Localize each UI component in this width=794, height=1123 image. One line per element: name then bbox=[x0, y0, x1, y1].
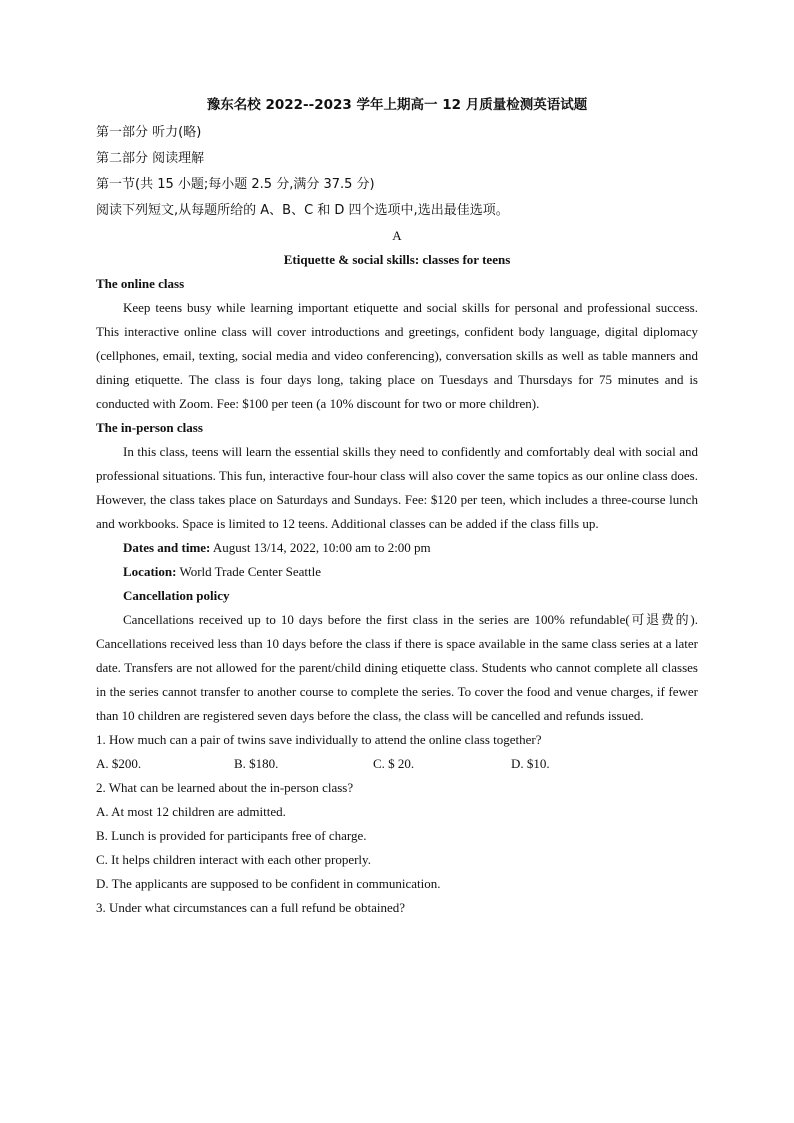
question-2-option-c: C. It helps children interact with each other properly. bbox=[96, 852, 371, 867]
question-1-options bbox=[96, 752, 698, 776]
question-1: 1. How much can a pair of twins save individually to attend the online class together? bbox=[96, 732, 542, 747]
section-one-heading: 第一节(共 15 小题;每小题 2.5 分,满分 37.5 分) bbox=[96, 177, 375, 192]
question-2-option-d: D. The applicants are supposed to be confident in communication. bbox=[96, 876, 441, 891]
location-value: World Trade Center Seattle bbox=[176, 564, 322, 579]
question-1-option-c: C. $ 20. bbox=[373, 756, 415, 771]
part-two-heading: 第二部分 阅读理解 bbox=[96, 151, 205, 166]
dates-line bbox=[96, 536, 698, 560]
online-class-heading: The online class bbox=[96, 276, 185, 291]
question-3: 3. Under what circumstances can a full refund be obtained? bbox=[96, 900, 405, 915]
passage-letter: A bbox=[392, 228, 402, 243]
cancellation-paragraph: Cancellations received up to 10 days before the first class in the series are 100% refundable(可退费的). Cancellations received less than 10 days before the class if there is space available in the same class series at a later date. Transfers are not allowed for the parent/child dining etiquette class. Students who cannot complete all classes in the series cannot transfer to another course to complete the series. To cover the food and venue charges, if fewer than 10 children are registered seven days before the class, the class will be cancelled and refunds issued. bbox=[96, 612, 698, 723]
question-1-option-b: B. $180. bbox=[234, 756, 279, 771]
exam-title: 豫东名校 2022--2023 学年上期高一 12 月质量检测英语试题 bbox=[206, 97, 588, 113]
part-one-heading: 第一部分 听力(略) bbox=[96, 125, 202, 140]
dates-label: Dates and time: bbox=[123, 540, 211, 555]
question-2-option-a: A. At most 12 children are admitted. bbox=[96, 804, 286, 819]
location-label: Location: bbox=[123, 564, 177, 579]
online-class-paragraph: Keep teens busy while learning important etiquette and social skills for personal and professional success. This interactive online class will cover introductions and greetings, confident body language, digital diplomacy (cellphones, email, texting, social media and video conferencing), conversation skills as well as table manners and dining etiquette. The class is four days long, taking place on Tuesdays and Thursdays for 75 minutes and is conducted with Zoom. Fee: $100 per teen (a 10% discount for two or more children). bbox=[96, 300, 698, 411]
question-1-option-a: A. $200. bbox=[96, 756, 142, 771]
instruction-text: 阅读下列短文,从每题所给的 A、B、C 和 D 四个选项中,选出最佳选项。 bbox=[96, 203, 509, 218]
in-person-class-paragraph: In this class, teens will learn the essential skills they need to confidently and comfortably deal with social and professional situations. This fun, interactive four-hour class will also cover the same topics as our online class does. However, the class takes place on Saturdays and Sundays. Fee: $120 per teen, which includes a three-course lunch and workbooks. Space is limited to 12 teens. Additional classes can be added if the class fills up. bbox=[96, 444, 698, 531]
in-person-class-heading: The in-person class bbox=[96, 420, 203, 435]
passage-title: Etiquette & social skills: classes for teens bbox=[283, 252, 511, 267]
question-1-option-d: D. $10. bbox=[511, 756, 550, 771]
question-2-option-b: B. Lunch is provided for participants free of charge. bbox=[96, 828, 367, 843]
exam-page bbox=[96, 92, 698, 920]
location-line bbox=[96, 560, 698, 584]
question-2: 2. What can be learned about the in-person class? bbox=[96, 780, 354, 795]
dates-value: August 13/14, 2022, 10:00 am to 2:00 pm bbox=[210, 540, 431, 555]
cancellation-heading: Cancellation policy bbox=[123, 588, 230, 603]
